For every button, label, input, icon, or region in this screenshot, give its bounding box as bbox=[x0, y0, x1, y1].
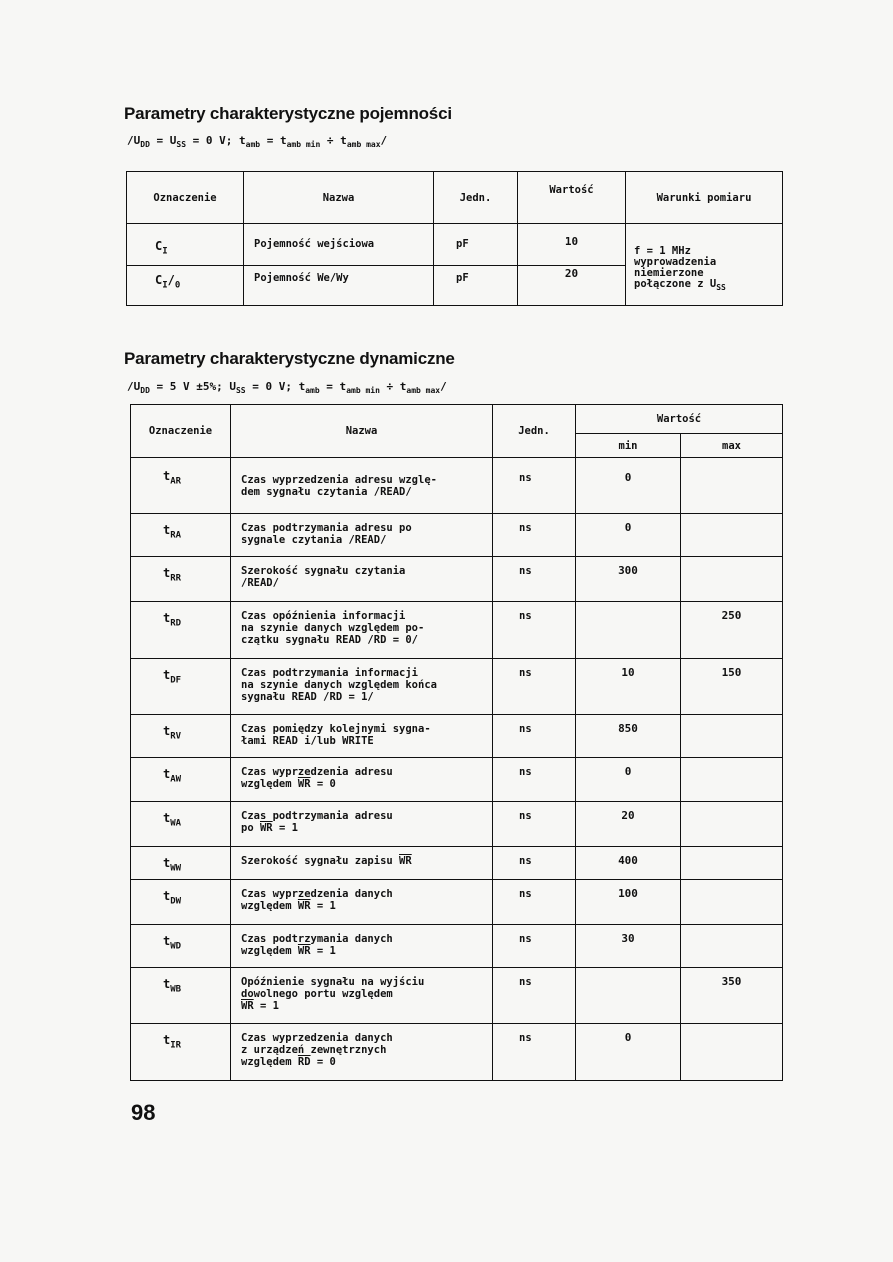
table-row bbox=[131, 458, 783, 514]
unit-cell: ns bbox=[493, 458, 576, 514]
symbol-cell: $C_I/_0$ bbox=[127, 266, 244, 306]
max-cell: 250 bbox=[681, 602, 783, 659]
symbol-cell: $t_{RA}$ bbox=[131, 514, 231, 557]
min-cell: 20 bbox=[576, 802, 681, 847]
measure-conditions-cell: f = 1 MHz wyprowadzenia niemierzone połączone z $U_{SS}$ bbox=[626, 224, 783, 306]
min-cell: 0 bbox=[576, 458, 681, 514]
name-cell: Czas wyprzedzenia adresu wzglę- dem sygnału czytania /READ/ bbox=[231, 458, 493, 514]
name-cell: Czas wyprzedzenia adresu względem $\overline{WR} = 0$ bbox=[231, 758, 493, 802]
symbol-cell: $t_{IR}$ bbox=[131, 1024, 231, 1081]
min-cell: 100 bbox=[576, 880, 681, 925]
table-row bbox=[131, 968, 783, 1024]
page-number: 98 bbox=[131, 1100, 156, 1125]
unit-cell: ns bbox=[493, 715, 576, 758]
unit-cell: ns bbox=[493, 925, 576, 968]
unit-cell: ns bbox=[493, 659, 576, 715]
capacitance-table bbox=[126, 171, 783, 306]
min-cell bbox=[576, 968, 681, 1024]
max-cell: 150 bbox=[681, 659, 783, 715]
unit-cell: ns bbox=[493, 758, 576, 802]
name-cell: Czas podtrzymania adresu po $\overline{WR} = 1$ bbox=[231, 802, 493, 847]
table-row bbox=[131, 1024, 783, 1081]
header-min: min bbox=[576, 434, 681, 458]
symbol-cell: $t_{RD}$ bbox=[131, 602, 231, 659]
min-cell: 0 bbox=[576, 514, 681, 557]
unit-cell: ns bbox=[493, 847, 576, 880]
max-cell bbox=[681, 802, 783, 847]
value-cell: 10 bbox=[518, 224, 626, 266]
min-cell: 0 bbox=[576, 1024, 681, 1081]
max-cell bbox=[681, 758, 783, 802]
max-cell bbox=[681, 925, 783, 968]
symbol-cell: $t_{WD}$ bbox=[131, 925, 231, 968]
min-cell: 30 bbox=[576, 925, 681, 968]
name-cell: Szerokość sygnału czytania /READ/ bbox=[231, 557, 493, 602]
table-row bbox=[131, 925, 783, 968]
header-unit: Jedn. bbox=[493, 405, 576, 458]
name-cell: Czas podtrzymania adresu po sygnale czytania /READ/ bbox=[231, 514, 493, 557]
max-cell bbox=[681, 557, 783, 602]
heading-capacitance: Parametry charakterystyczne pojemności bbox=[124, 104, 452, 123]
table-row bbox=[131, 715, 783, 758]
name-cell: Czas pomiędzy kolejnymi sygna- łami READ i/lub WRITE bbox=[231, 715, 493, 758]
unit-cell: pF bbox=[434, 224, 518, 266]
name-cell: Czas wyprzedzenia danych względem $\overline{WR} = 1$ bbox=[231, 880, 493, 925]
conditions-dynamic: $/U_{DD} = 5$ V ±5%; $U_{SS} = 0$ V; $t_{amb} = t_{amb min} \div t_{amb max}/$ bbox=[127, 380, 447, 396]
table-row bbox=[131, 602, 783, 659]
unit-cell: ns bbox=[493, 557, 576, 602]
name-cell: Pojemność wejściowa bbox=[244, 224, 434, 266]
name-cell: Czas opóźnienia informacji na szynie danych względem po- czątku sygnału READ /RD = 0/ bbox=[231, 602, 493, 659]
max-cell bbox=[681, 880, 783, 925]
header-max: max bbox=[681, 434, 783, 458]
max-cell bbox=[681, 1024, 783, 1081]
table-row bbox=[131, 802, 783, 847]
header-name: Nazwa bbox=[244, 172, 434, 224]
symbol-cell: $t_{AR}$ bbox=[131, 458, 231, 514]
unit-cell: ns bbox=[493, 602, 576, 659]
unit-cell: ns bbox=[493, 968, 576, 1024]
name-cell: Szerokość sygnału zapisu $\overline{WR}$ bbox=[231, 847, 493, 880]
symbol-cell: $C_I$ bbox=[127, 224, 244, 266]
min-cell: 10 bbox=[576, 659, 681, 715]
table-row bbox=[131, 659, 783, 715]
unit-cell: pF bbox=[434, 266, 518, 306]
max-cell bbox=[681, 458, 783, 514]
conditions-capacitance: $/U_{DD} = U_{SS} = 0$ V; $t_{amb} = t_{amb min} \div t_{amb max}/$ bbox=[127, 134, 388, 150]
value-cell: 20 bbox=[518, 266, 626, 306]
heading-dynamic: Parametry charakterystyczne dynamiczne bbox=[124, 349, 455, 368]
symbol-cell: $t_{DW}$ bbox=[131, 880, 231, 925]
symbol-cell: $t_{RR}$ bbox=[131, 557, 231, 602]
header-conditions: Warunki pomiaru bbox=[626, 172, 783, 224]
name-cell: Pojemność We/Wy bbox=[244, 266, 434, 306]
min-cell: 400 bbox=[576, 847, 681, 880]
table-row bbox=[131, 847, 783, 880]
table-row bbox=[127, 224, 783, 266]
symbol-cell: $t_{AW}$ bbox=[131, 758, 231, 802]
dynamic-table bbox=[130, 404, 783, 1081]
name-cell: Opóźnienie sygnału na wyjściu dowolnego portu względem $\overline{WR} = 1$ bbox=[231, 968, 493, 1024]
symbol-cell: $t_{WW}$ bbox=[131, 847, 231, 880]
header-value: Wartość bbox=[576, 405, 783, 434]
header-symbol: Oznaczenie bbox=[127, 172, 244, 224]
name-cell: Czas podtrzymania informacji na szynie danych względem końca sygnału READ /RD = 1/ bbox=[231, 659, 493, 715]
max-cell: 350 bbox=[681, 968, 783, 1024]
unit-cell: ns bbox=[493, 802, 576, 847]
unit-cell: ns bbox=[493, 880, 576, 925]
name-cell: Czas wyprzedzenia danych z urządzeń zewnętrznych względem $\overline{RD} = 0$ bbox=[231, 1024, 493, 1081]
symbol-cell: $t_{DF}$ bbox=[131, 659, 231, 715]
min-cell bbox=[576, 602, 681, 659]
table-row bbox=[131, 557, 783, 602]
table-row bbox=[131, 514, 783, 557]
header-name: Nazwa bbox=[231, 405, 493, 458]
header-symbol: Oznaczenie bbox=[131, 405, 231, 458]
max-cell bbox=[681, 847, 783, 880]
unit-cell: ns bbox=[493, 1024, 576, 1081]
min-cell: 850 bbox=[576, 715, 681, 758]
max-cell bbox=[681, 514, 783, 557]
table-row bbox=[131, 758, 783, 802]
symbol-cell: $t_{RV}$ bbox=[131, 715, 231, 758]
min-cell: 0 bbox=[576, 758, 681, 802]
unit-cell: ns bbox=[493, 514, 576, 557]
max-cell bbox=[681, 715, 783, 758]
min-cell: 300 bbox=[576, 557, 681, 602]
symbol-cell: $t_{WA}$ bbox=[131, 802, 231, 847]
header-value: Wartość bbox=[518, 172, 626, 224]
name-cell: Czas podtrzymania danych względem $\overline{WR} = 1$ bbox=[231, 925, 493, 968]
table-row bbox=[131, 880, 783, 925]
header-unit: Jedn. bbox=[434, 172, 518, 224]
symbol-cell: $t_{WB}$ bbox=[131, 968, 231, 1024]
